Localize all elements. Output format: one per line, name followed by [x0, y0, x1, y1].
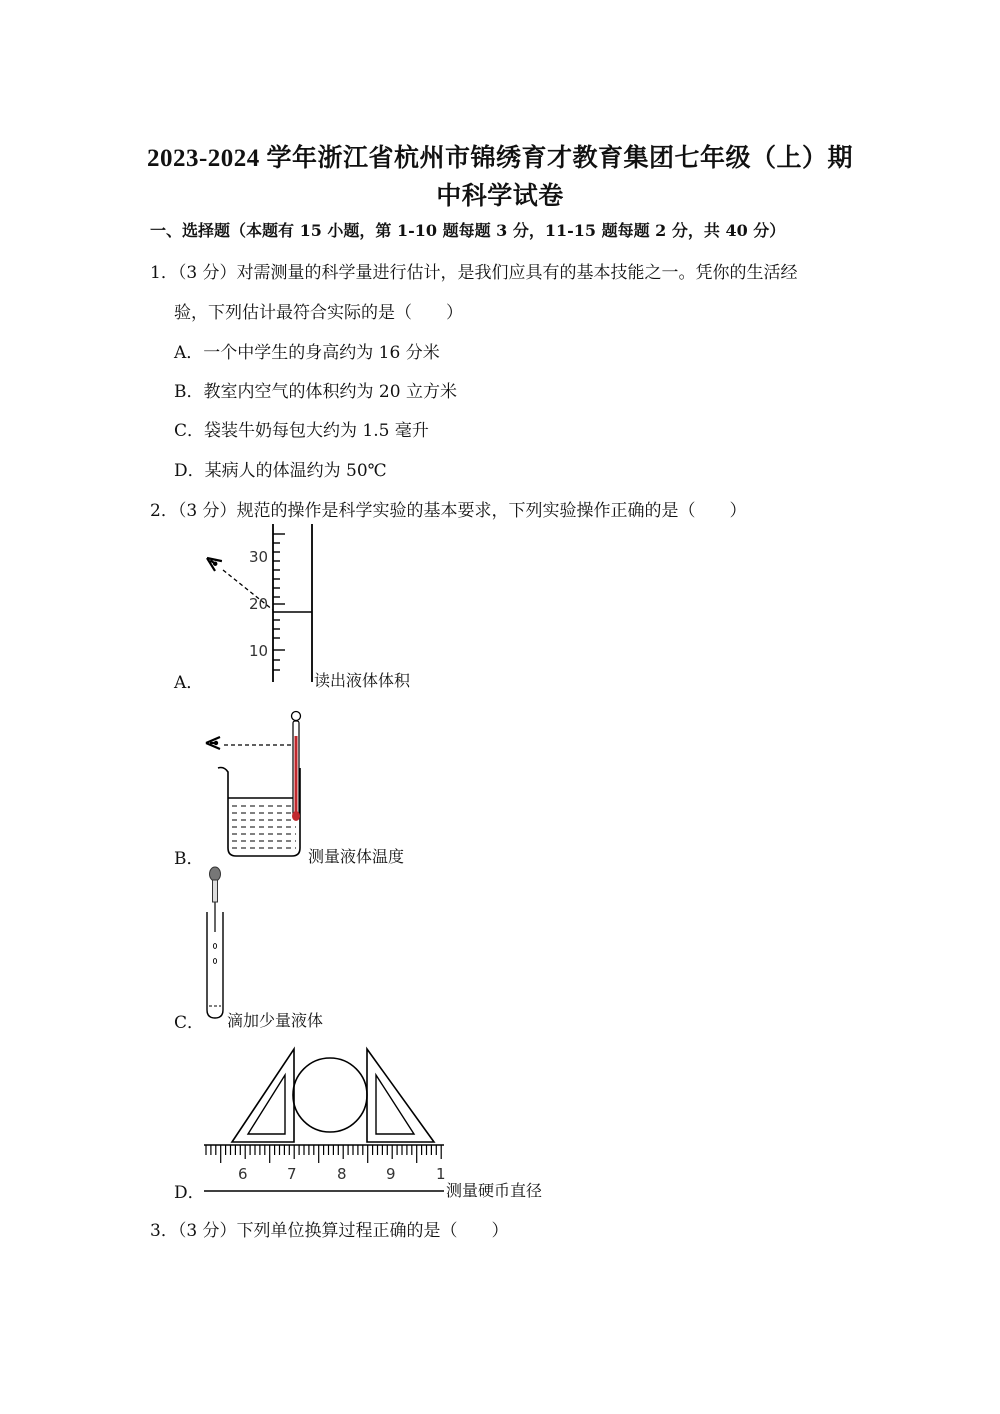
graduated-cylinder-figure: [195, 520, 325, 688]
ruler-label-7: 7: [287, 1165, 297, 1183]
thermometer-bulb: [292, 811, 300, 821]
right-set-square: [367, 1049, 434, 1142]
question-3-line-1: [150, 1216, 509, 1241]
question-2-option-a-caption: 读出液体体积: [314, 671, 411, 690]
ruler-ticks: [206, 1145, 441, 1163]
cylinder-scale-ticks: [273, 534, 285, 670]
thermometer-ring: [292, 712, 301, 721]
paper-title-line-1: 2023-2024 学年浙江省杭州市锦绣育才教育集团七年级（上）期: [146, 145, 854, 172]
question-1-line-2: 验，下列估计最符合实际的是（ ）: [174, 303, 463, 323]
beaker: [218, 768, 300, 857]
question-2-option-c-letter: C．: [174, 1013, 205, 1033]
ruler-label-9: 9: [386, 1165, 396, 1183]
question-2-option-b-letter: B．: [174, 849, 204, 869]
section-heading: 一、选择题（本题有 15 小题，第 1-10 题每题 3 分，11-15 题每题 2 分，共 40 分）: [150, 221, 786, 240]
scale-label-20: 20: [249, 595, 269, 613]
question-score: （3 分）: [177, 501, 237, 521]
ruler-label-6: 6: [238, 1165, 248, 1183]
drop: [213, 944, 216, 949]
mercury-column: [295, 736, 298, 814]
right-set-square-inner: [376, 1075, 414, 1134]
ruler-label-8: 8: [337, 1165, 347, 1183]
question-score: （3 分）: [177, 263, 237, 283]
scale-label-30: 30: [249, 548, 269, 566]
option-text: 某病人的体温约为 50℃: [204, 461, 387, 481]
paper-title-line-2: 中科学试卷: [436, 183, 564, 210]
question-number: 3．: [150, 1221, 178, 1241]
option-letter: C．: [174, 421, 205, 441]
question-2-line-1: [150, 496, 747, 521]
drop: [213, 959, 216, 964]
coin: [293, 1058, 367, 1132]
question-stem: 规范的操作是科学实验的基本要求，下列实验操作正确的是（ ）: [236, 501, 747, 521]
question-2-option-d-caption: 测量硬币直径: [446, 1181, 543, 1200]
question-number: 2．: [150, 501, 178, 521]
question-score: （3 分）: [177, 1221, 237, 1241]
question-1-option-a: [174, 338, 440, 363]
coin-diameter-figure: [200, 1045, 450, 1195]
option-text: 袋装牛奶每包大约为 1.5 毫升: [204, 421, 429, 441]
question-1-option-b: [174, 377, 457, 402]
question-stem: 对需测量的科学量进行估计，是我们应具有的基本技能之一。凭你的生活经: [236, 263, 798, 283]
question-2-option-d-letter: D．: [174, 1183, 205, 1203]
dropper-body: [213, 880, 218, 902]
option-text: 教室内空气的体积约为 20 立方米: [203, 382, 457, 402]
question-1-line-1: [150, 258, 798, 283]
left-set-square-inner: [248, 1075, 285, 1134]
question-stem: 下列单位换算过程正确的是（ ）: [236, 1221, 509, 1241]
option-text: 一个中学生的身高约为 16 分米: [203, 343, 440, 363]
liquid-hatching: [232, 806, 296, 848]
ruler-label-1: 1: [436, 1165, 446, 1183]
question-number: 1．: [150, 263, 178, 283]
question-2-option-c-caption: 滴加少量液体: [227, 1011, 324, 1030]
option-letter: B．: [174, 382, 204, 402]
question-2-option-b-caption: 测量液体温度: [308, 847, 405, 866]
eye-icon: [206, 737, 220, 749]
question-1-option-d: [174, 456, 387, 481]
question-2-option-a-letter: A．: [174, 673, 204, 693]
question-1-option-c: [174, 416, 429, 441]
scale-label-10: 10: [249, 642, 269, 660]
thermometer-beaker-figure: [200, 706, 315, 862]
dropper-test-tube-figure: [200, 864, 232, 1024]
dropper-bulb: [210, 867, 221, 881]
option-letter: A．: [174, 343, 204, 363]
option-letter: D．: [174, 461, 205, 481]
eye-icon: [204, 553, 222, 571]
